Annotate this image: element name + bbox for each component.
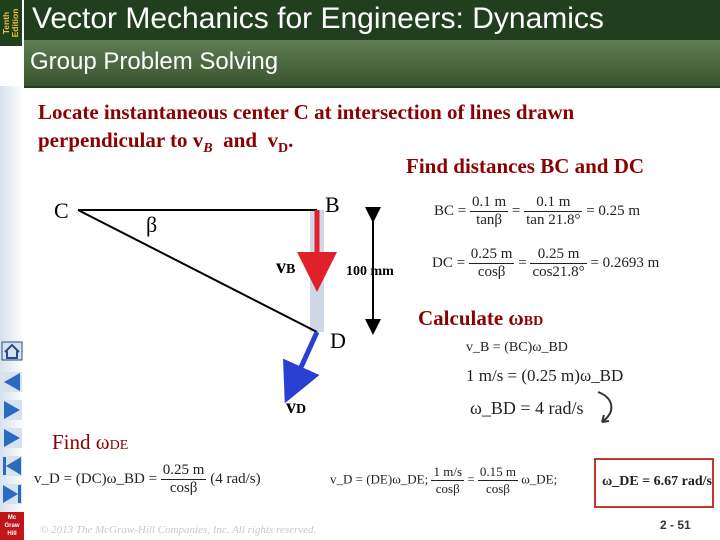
calculate-wbd: Calculate ωBD bbox=[418, 306, 544, 330]
bc-equation: BC = $\frac{0.1 m}{\tan\beta}$ = $\frac{0.1 m}{\tan 21.8^\circ}$ = 0.25 m bbox=[434, 194, 641, 228]
label-d: D bbox=[330, 328, 346, 353]
edition-text: Tenth Edition bbox=[1, 8, 20, 38]
publisher-logo: Mc Graw Hill bbox=[0, 512, 24, 540]
dc-equation: DC = $\frac{0.25 m}{\cos\beta}$ = $\frac{0.25 m}{\cos 21.8^\circ}$ = 0.2693 m bbox=[432, 246, 660, 280]
last-icon[interactable] bbox=[2, 484, 22, 504]
label-beta: β bbox=[146, 212, 158, 237]
instant-center-diagram bbox=[40, 180, 440, 430]
vb-value-equation: 1 m/s = (0.25 m)ω_BD bbox=[466, 366, 624, 385]
nav-controls bbox=[0, 340, 24, 540]
section-title: Group Problem Solving bbox=[30, 48, 279, 75]
previous-icon[interactable] bbox=[2, 372, 22, 392]
home-icon[interactable] bbox=[2, 342, 22, 360]
wbd-result: ω_BD = 4 rad/s bbox=[470, 398, 584, 418]
dimension-label: 100 mm bbox=[346, 264, 394, 279]
label-vd: vD bbox=[286, 396, 307, 418]
copyright: © 2013 The McGraw-Hill Companies, Inc. All rights reserved. bbox=[40, 524, 317, 536]
locate-line-2: perpendicular to $v_B$ and $v_D$. bbox=[38, 128, 294, 157]
curved-arrow-icon bbox=[592, 388, 622, 428]
vb-equation: v_B = (BC)ω_BD bbox=[466, 340, 568, 355]
label-c: C bbox=[54, 198, 69, 223]
first-icon[interactable] bbox=[2, 456, 22, 476]
vD-arrow bbox=[293, 332, 317, 385]
label-vb: vB bbox=[276, 256, 296, 278]
vd-equation: v_D = (DC)ω_BD = $\frac{0.25 m}{\cos\beta}$ (4 rad/s) bbox=[34, 462, 261, 496]
find-distances: Find distances BC and DC bbox=[406, 154, 645, 178]
wde-result: ω_DE = 6.67 rad/s bbox=[602, 474, 712, 489]
page-number: 2 - 51 bbox=[660, 518, 691, 532]
next-icon[interactable] bbox=[2, 428, 22, 448]
vd-de-equation: v_D = (DE)ω_DE; $\frac{1 m/s}{\cos\beta}$ = $\frac{0.15 m}{\cos\beta}$ ω_DE; bbox=[330, 464, 558, 496]
edition-badge bbox=[0, 0, 22, 46]
label-b: B bbox=[325, 192, 340, 217]
locate-line-1: Locate instantaneous center C at intersection of lines drawn bbox=[38, 100, 575, 124]
back-icon[interactable] bbox=[2, 400, 22, 420]
find-wde: Find ωDE bbox=[52, 430, 129, 454]
book-title: Vector Mechanics for Engineers: Dynamics bbox=[32, 2, 604, 35]
